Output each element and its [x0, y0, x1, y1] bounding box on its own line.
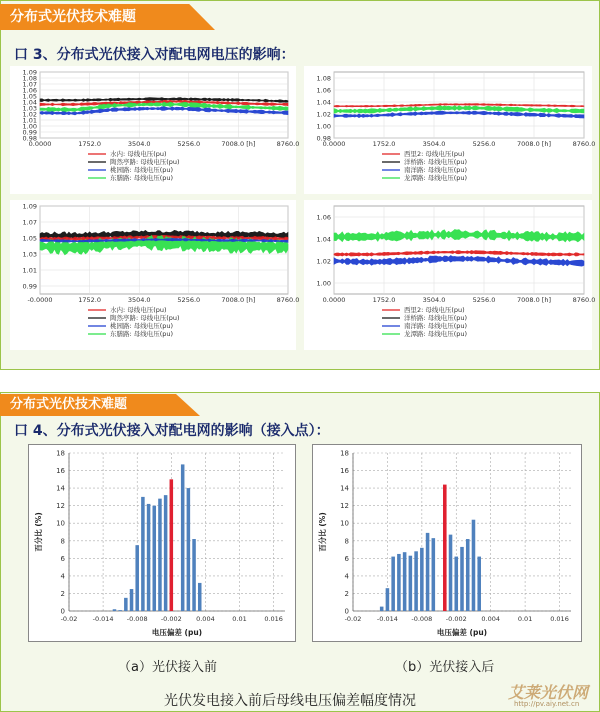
y-tick-label: 18	[56, 449, 65, 458]
bar	[386, 588, 390, 611]
bar	[380, 607, 384, 611]
x-tick-label: 3504.0	[422, 140, 446, 148]
bar-chart-before	[28, 444, 296, 642]
x-tick-label: 7008.0 [h]	[516, 140, 552, 148]
legend-entry: 南洋路: 母线电压(pu)	[404, 166, 468, 174]
bar	[472, 520, 476, 611]
y-tick-label: 1.06	[316, 213, 331, 222]
bar	[449, 535, 453, 611]
x-tick-label: 0.01	[232, 615, 247, 623]
legend-entry: 陶然亭路: 母线电压(pu)	[110, 314, 180, 322]
bar	[454, 557, 458, 611]
watermark-logo: 艾莱光伏网	[508, 683, 589, 702]
bar	[420, 548, 424, 611]
y-tick-label: 1.00	[316, 122, 331, 131]
x-tick-label: -0.0000	[27, 296, 53, 304]
line-chart-svg	[10, 66, 300, 194]
x-tick-label: 8760.0	[276, 140, 300, 148]
y-tick-label: 1.08	[316, 74, 331, 83]
legend-entry: 南洋路: 母线电压(pu)	[404, 322, 468, 330]
x-tick-label: 1752.0	[78, 296, 101, 304]
x-tick-label: 3504.0	[422, 296, 446, 304]
y-tick-label: 4	[60, 572, 65, 581]
x-tick-label: -0.002	[445, 615, 467, 623]
y-tick-label: 1.04	[22, 98, 37, 107]
bar	[414, 551, 418, 611]
x-tick-label: 7008.0 [h]	[221, 140, 256, 148]
x-tick-label: 0.0000	[322, 140, 346, 148]
x-tick-label: 8760.0	[572, 140, 596, 148]
legend-entry: 东膳路: 母线电压(pu)	[110, 174, 174, 182]
x-tick-label: 3504.0	[127, 140, 151, 148]
bar	[426, 533, 430, 611]
y-tick-label: 1.00	[22, 122, 37, 131]
bar	[164, 495, 168, 611]
bar	[466, 539, 470, 611]
line-chart-bottom-right	[304, 200, 596, 350]
legend-entry: 桃园路: 母线电压(pu)	[110, 322, 174, 330]
y-tick-label: 1.03	[22, 250, 37, 259]
y-tick-label: 1.05	[22, 234, 37, 243]
x-tick-label: 3504.0	[127, 296, 151, 304]
y-tick-label: 8	[60, 537, 65, 546]
y-tick-label: 1.03	[22, 104, 37, 113]
y-tick-label: 6	[60, 554, 65, 563]
bar-chart-svg	[313, 445, 581, 641]
bar	[118, 610, 122, 611]
y-tick-label: 8	[344, 537, 349, 546]
bar	[135, 545, 139, 611]
caption-before: （a）光伏接入前	[118, 660, 217, 675]
y-tick-label: 1.05	[22, 92, 37, 101]
y-tick-label: 1.02	[316, 257, 331, 266]
bar	[477, 557, 481, 611]
legend-entry: 洋桥路: 母线电压(pu)	[404, 314, 468, 322]
legend-entry: 东膳路: 母线电压(pu)	[110, 330, 174, 338]
y-tick-label: 14	[56, 484, 65, 493]
bar-highlight	[170, 479, 174, 611]
y-tick-label: 1.08	[22, 74, 37, 83]
y-tick-label: 0.99	[22, 128, 37, 137]
x-tick-label: 1752.0	[78, 140, 101, 148]
x-tick-label: 7008.0 [h]	[516, 296, 552, 304]
y-tick-label: 10	[340, 519, 349, 528]
section-tag-bottom: 分布式光伏技术难题	[0, 394, 200, 416]
y-tick-label: 1.04	[316, 98, 331, 107]
x-tick-label: 8760.0	[276, 296, 300, 304]
y-tick-label: 6	[344, 554, 349, 563]
bar	[181, 464, 185, 611]
bar	[187, 488, 191, 611]
y-tick-label: 14	[340, 484, 349, 493]
bar	[391, 557, 395, 611]
y-tick-label: 1.06	[316, 86, 331, 95]
x-axis-label: 电压偏差 (pu)	[436, 628, 488, 637]
bar	[409, 556, 413, 611]
x-tick-label: 0.01	[517, 615, 533, 623]
x-tick-label: 7008.0 [h]	[221, 296, 256, 304]
y-tick-label: 12	[340, 502, 349, 511]
y-tick-label: 0.99	[22, 282, 37, 291]
legend-entry: 西里2: 母线电压(pu)	[404, 150, 465, 158]
bar-chart-svg	[29, 445, 295, 641]
legend-entry: 龙潭路: 母线电压(pu)	[404, 330, 468, 338]
bar	[403, 552, 407, 611]
x-tick-label: -0.008	[411, 615, 433, 623]
line-chart-svg	[304, 66, 596, 194]
y-tick-label: 16	[56, 467, 65, 476]
x-tick-label: 8760.0	[572, 296, 596, 304]
figure-footer: 光伏发电接入前后母线电压偏差幅度情况	[164, 693, 416, 709]
bar	[198, 583, 202, 611]
y-tick-label: 1.02	[22, 110, 37, 119]
y-tick-label: 1.09	[22, 202, 37, 211]
x-tick-label: -0.014	[92, 615, 114, 623]
x-tick-label: 0.016	[264, 615, 283, 623]
legend-entry: 西里2: 母线电压(pu)	[404, 306, 465, 314]
line-chart-svg	[10, 200, 300, 350]
y-axis-label: 百分比 (%)	[318, 512, 327, 552]
x-tick-label: -0.02	[60, 615, 78, 623]
x-tick-label: 1752.0	[372, 140, 396, 148]
bar	[192, 539, 196, 611]
y-tick-label: 0	[344, 607, 349, 616]
x-tick-label: 0.0000	[28, 140, 52, 148]
caption-after: （b）光伏接入后	[395, 660, 495, 675]
bar	[432, 538, 436, 611]
legend-entry: 水内: 母线电压(pu)	[110, 306, 167, 314]
y-tick-label: 1.01	[22, 116, 37, 125]
plot-area	[334, 206, 584, 294]
x-tick-label: 0.0000	[322, 296, 346, 304]
bar	[130, 589, 134, 611]
bar	[153, 506, 157, 611]
line-chart-top-right	[304, 66, 596, 194]
y-tick-label: 2	[60, 589, 65, 598]
x-tick-label: 0.016	[550, 615, 569, 623]
x-tick-label: 0.004	[481, 615, 500, 623]
y-tick-label: 18	[340, 449, 349, 458]
bar	[397, 554, 401, 611]
line-chart-svg	[304, 200, 596, 350]
x-tick-label: 5256.0	[177, 296, 201, 304]
section-tag-top: 分布式光伏技术难题	[0, 4, 215, 30]
legend-entry: 水内: 母线电压(pu)	[110, 150, 167, 158]
bar	[460, 547, 464, 611]
y-tick-label: 1.07	[22, 80, 37, 89]
x-tick-label: 5256.0	[472, 140, 496, 148]
y-tick-label: 1.01	[22, 266, 37, 275]
legend-entry: 洋桥路: 母线电压(pu)	[404, 158, 468, 166]
y-tick-label: 10	[56, 519, 65, 528]
x-tick-label: -0.02	[344, 615, 362, 623]
x-tick-label: -0.008	[126, 615, 148, 623]
watermark-url: http://pv.aiy.net.cn	[514, 700, 580, 708]
bar	[158, 499, 162, 611]
x-axis-label: 电压偏差 (pu)	[151, 628, 203, 637]
x-tick-label: 0.004	[196, 615, 215, 623]
bar	[113, 609, 117, 611]
y-axis-label: 百分比 (%)	[34, 512, 43, 552]
y-tick-label: 2	[344, 589, 349, 598]
y-tick-label: 0.98	[22, 134, 37, 143]
y-tick-label: 1.09	[22, 68, 37, 77]
x-tick-label: -0.002	[160, 615, 182, 623]
heading-section-4: 口 4、分布式光伏接入对配电网的影响（接入点）：	[14, 423, 330, 439]
y-tick-label: 1.04	[316, 235, 331, 244]
y-tick-label: 1.07	[22, 218, 37, 227]
x-tick-label: 5256.0	[472, 296, 496, 304]
line-chart-bottom-left	[10, 200, 300, 350]
heading-section-3: 口 3、分布式光伏接入对配电网电压的影响：	[14, 47, 295, 63]
bar-chart-after	[312, 444, 582, 642]
y-tick-label: 12	[56, 502, 65, 511]
bar	[141, 497, 145, 611]
x-tick-label: -0.014	[376, 615, 398, 623]
y-tick-label: 1.02	[316, 110, 331, 119]
y-tick-label: 0.98	[316, 134, 331, 143]
bar	[147, 504, 151, 611]
y-tick-label: 1.00	[316, 279, 331, 288]
y-tick-label: 16	[340, 467, 349, 476]
x-tick-label: 1752.0	[372, 296, 396, 304]
bar	[124, 598, 128, 611]
y-tick-label: 1.06	[22, 86, 37, 95]
legend-entry: 桃园路: 母线电压(pu)	[110, 166, 174, 174]
line-chart-top-left	[10, 66, 300, 194]
y-tick-label: 0	[60, 607, 65, 616]
bar-highlight	[443, 485, 447, 611]
x-tick-label: 5256.0	[177, 140, 201, 148]
legend-entry: 龙潭路: 母线电压(pu)	[404, 174, 468, 182]
y-tick-label: 4	[344, 572, 349, 581]
legend-entry: 陶然亭路: 母线电压(pu)	[110, 158, 180, 166]
